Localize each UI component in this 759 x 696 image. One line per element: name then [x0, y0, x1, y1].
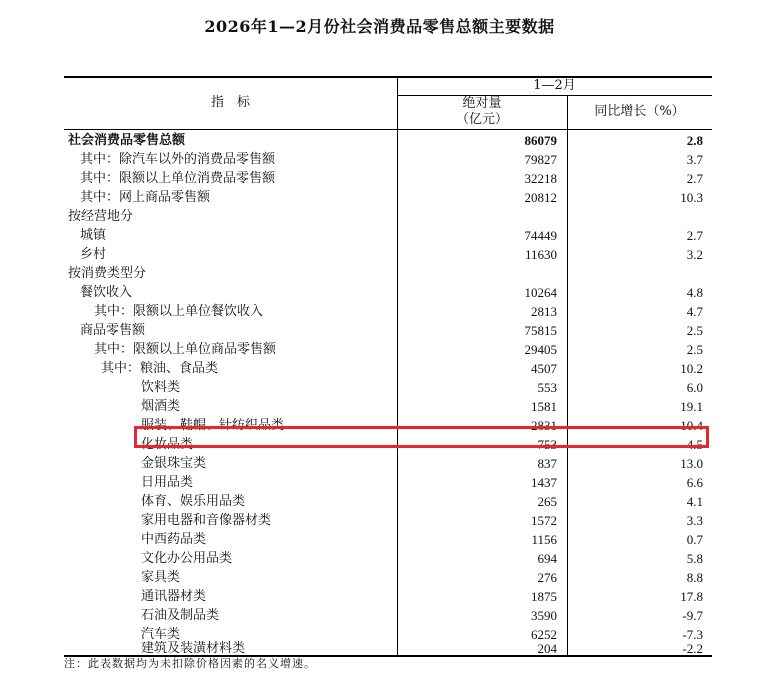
row-value: 2813 — [531, 304, 557, 319]
table-row — [64, 340, 712, 359]
row-label: 文化办公用品类 — [141, 551, 233, 566]
page-title: 2026年1—2月份社会消费品零售总额主要数据 — [204, 17, 555, 36]
row-value: 1875 — [531, 589, 557, 604]
row-value: 1572 — [531, 513, 557, 528]
row-label: 体育、娱乐用品类 — [141, 494, 246, 509]
row-label: 按消费类型分 — [68, 266, 147, 281]
row-growth: 0.7 — [686, 532, 703, 547]
row-label: 其中：网上商品零售额 — [80, 190, 211, 205]
row-growth: 13.0 — [680, 456, 703, 471]
row-growth: 2.5 — [686, 342, 703, 357]
table-row — [64, 397, 712, 416]
row-growth: -9.7 — [682, 608, 703, 623]
header-absolute-line2: （亿元） — [455, 112, 508, 127]
row-label: 其中：限额以上单位餐饮收入 — [94, 304, 264, 319]
row-label: 建筑及装潢材料类 — [141, 641, 246, 656]
table-row — [64, 245, 712, 264]
row-growth: 4.8 — [686, 285, 703, 300]
row-value: 20812 — [524, 190, 557, 205]
table-row — [64, 131, 712, 150]
header-indicator: 指 标 — [210, 95, 250, 110]
row-label: 其中：除汽车以外的消费品零售额 — [80, 152, 276, 167]
row-value: 837 — [537, 456, 557, 471]
table-row — [64, 264, 712, 283]
row-growth: 10.4 — [680, 418, 703, 433]
row-label: 烟酒类 — [141, 399, 181, 414]
row-value: 79827 — [524, 152, 557, 167]
table-row — [64, 606, 712, 625]
row-growth: 6.0 — [686, 380, 703, 395]
row-label: 城镇 — [80, 228, 107, 243]
table-row — [64, 302, 712, 321]
footnote: 注：此表数据均为未扣除价格因素的名义增速。 — [64, 657, 316, 670]
table-row — [64, 359, 712, 378]
row-value: 694 — [537, 551, 557, 566]
row-value: 75815 — [524, 323, 557, 338]
row-label: 其中：限额以上单位消费品零售额 — [80, 171, 276, 186]
row-label: 服装、鞋帽、针纺织品类 — [141, 418, 285, 433]
header-absolute-line1: 绝对量 — [462, 96, 502, 111]
row-label: 家用电器和音像器材类 — [141, 513, 272, 528]
row-label: 金银珠宝类 — [141, 456, 207, 471]
row-value: 10264 — [524, 285, 557, 300]
row-label: 汽车类 — [141, 627, 181, 642]
row-value: 29405 — [524, 342, 557, 357]
row-label: 日用品类 — [141, 475, 194, 490]
row-label: 按经营地分 — [68, 209, 134, 224]
row-value: 1437 — [531, 475, 557, 490]
row-value: 1581 — [531, 399, 557, 414]
row-growth: 4.1 — [686, 494, 703, 509]
row-growth: 19.1 — [680, 399, 703, 414]
row-value: 32218 — [524, 171, 557, 186]
row-label: 其中：限额以上单位商品零售额 — [94, 342, 277, 357]
row-value: 276 — [537, 570, 557, 585]
row-growth: 3.7 — [686, 152, 703, 167]
row-label: 石油及制品类 — [141, 608, 220, 623]
row-growth: 3.3 — [686, 513, 703, 528]
row-label: 化妆品类 — [141, 437, 194, 452]
table-row — [64, 188, 712, 207]
row-growth: 17.8 — [680, 589, 703, 604]
row-growth: 2.5 — [686, 323, 703, 338]
row-value: 204 — [537, 641, 557, 656]
row-value: 1156 — [531, 532, 557, 547]
table-row — [64, 492, 712, 511]
row-value: 553 — [537, 380, 557, 395]
row-growth: 2.7 — [686, 228, 703, 243]
row-value: 4507 — [531, 361, 557, 376]
row-label: 乡村 — [80, 247, 107, 262]
row-growth: 6.6 — [686, 475, 703, 490]
row-growth: 5.8 — [686, 551, 703, 566]
row-growth: 2.7 — [686, 171, 703, 186]
row-growth: -7.3 — [682, 627, 703, 642]
table-row — [64, 473, 712, 492]
table-row — [64, 530, 712, 549]
row-growth: 4.5 — [686, 437, 703, 452]
row-value: 11630 — [524, 247, 557, 262]
row-growth: 8.8 — [686, 570, 703, 585]
table-row — [64, 454, 712, 473]
table-row — [64, 226, 712, 245]
row-value: 3590 — [531, 608, 557, 623]
row-value: 265 — [537, 494, 557, 509]
row-value: 74449 — [524, 228, 557, 243]
row-label: 饮料类 — [141, 380, 181, 395]
highlight-box-cosmetics-row — [134, 426, 709, 448]
table-row — [64, 207, 712, 226]
header-growth: 同比增长（%） — [594, 104, 685, 119]
row-label: 中西药品类 — [141, 532, 207, 547]
row-growth: 3.2 — [686, 247, 703, 262]
row-growth: 10.3 — [680, 190, 703, 205]
row-label: 餐饮收入 — [80, 285, 133, 300]
row-value: 753 — [537, 437, 557, 452]
row-value: 2831 — [531, 418, 557, 433]
row-label: 家具类 — [141, 570, 181, 585]
table-row — [64, 511, 712, 530]
table-row — [64, 283, 712, 302]
table-row — [64, 568, 712, 587]
row-label: 社会消费品零售总额 — [68, 133, 186, 148]
row-growth: 2.8 — [686, 133, 703, 148]
table-row — [64, 378, 712, 397]
row-value: 86079 — [524, 133, 557, 148]
table-row — [64, 169, 712, 188]
table-row — [64, 150, 712, 169]
row-label: 其中：粮油、食品类 — [101, 361, 219, 376]
table-row — [64, 587, 712, 606]
row-growth: 4.7 — [686, 304, 703, 319]
row-growth: 10.2 — [680, 361, 703, 376]
header-period: 1—2月 — [533, 78, 576, 93]
row-label: 通讯器材类 — [141, 589, 207, 604]
header-bottom-rule — [64, 129, 712, 130]
row-label: 商品零售额 — [80, 323, 146, 338]
row-growth: -2.2 — [682, 641, 703, 656]
table-row — [64, 549, 712, 568]
table-row — [64, 321, 712, 340]
row-value: 6252 — [531, 627, 557, 642]
